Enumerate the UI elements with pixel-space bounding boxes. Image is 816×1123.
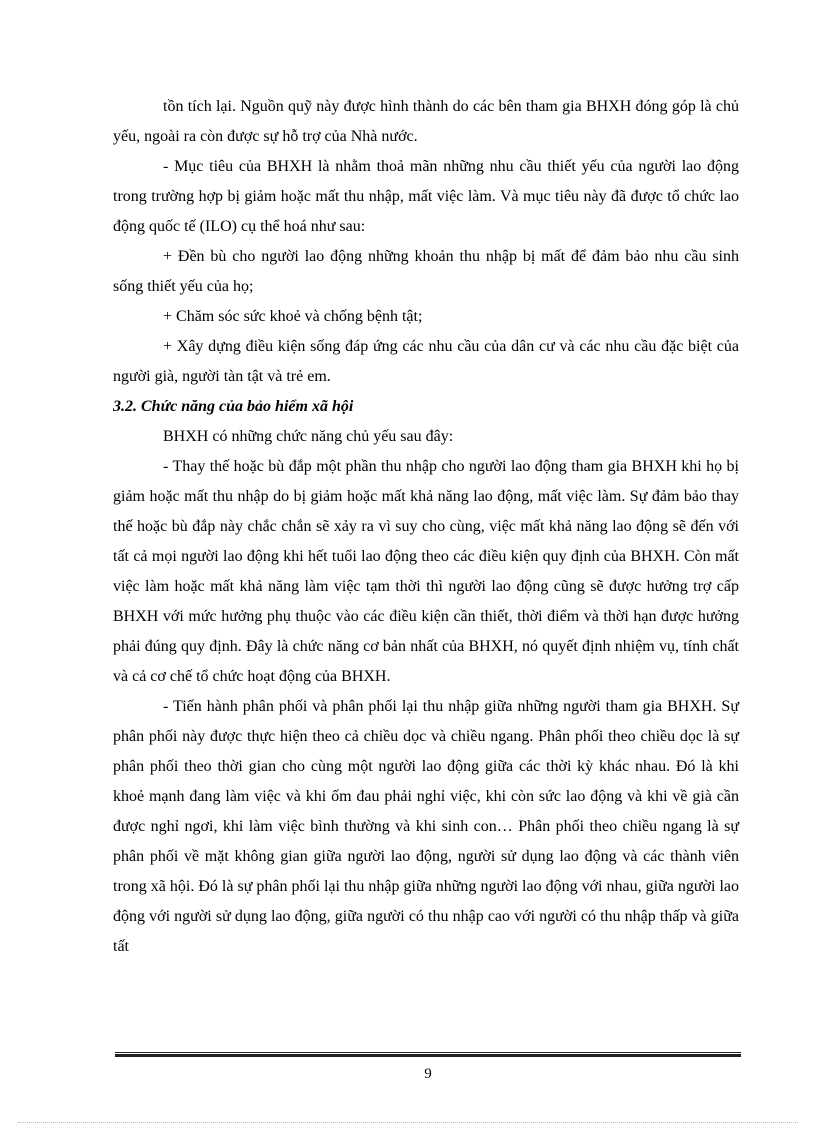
list-item-compensation: + Đền bù cho người lao động những khoản thu nhập bị mất để đảm bảo nhu cầu sinh sống thiết yếu của họ;: [113, 248, 739, 295]
page-number: 9: [424, 1066, 432, 1082]
paragraph-income-redistribution: - Tiến hành phân phối và phân phối lại thu nhập giữa những người tham gia BHXH. Sự phân phối này được thực hiện theo cả chiều dọc và chiều ngang. Phân phối theo chiều dọc là sự phân phối theo thời gian cho cùng một người lao động giữa các thời kỳ khác nhau. Đó là khi khoẻ mạnh đang làm việc và khi ốm đau phải nghỉ việc, khi còn sức lao động và khi về già cần được nghỉ ngơi, khi làm việc bình thường và khi sinh con… Phân phối theo chiều ngang là sự phân phối về mặt không gian giữa người lao động, người sử dụng lao động và các thành viên trong xã hội. Đó là sự phân phối lại thu nhập giữa những người lao động với nhau, giữa người lao động với người sử dụng lao động, giữa người có thu nhập cao với người có thu nhập thấp và giữa tất: [113, 698, 739, 955]
paragraph-income-replacement: - Thay thế hoặc bù đắp một phần thu nhập cho người lao động tham gia BHXH khi họ bị giảm hoặc mất thu nhập do bị giảm hoặc mất khả năng lao động, mất việc làm. Sự đảm bảo thay thế hoặc bù đắp này chắc chắn sẽ xảy ra vì suy cho cùng, việc mất khả năng lao động sẽ đến với tất cả mọi người lao động khi hết tuổi lao động theo các điều kiện quy định của BHXH. Còn mất việc làm hoặc mất khả năng làm việc tạm thời thì người lao động cũng sẽ được hưởng trợ cấp BHXH với mức hưởng phụ thuộc vào các điều kiện cần thiết, thời điểm và thời hạn được hưởng phải đúng quy định. Đây là chức năng cơ bản nhất của BHXH, nó quyết định nhiệm vụ, tính chất và cả cơ chế tổ chức hoạt động của BHXH.: [113, 458, 739, 685]
list-item-health-care: + Chăm sóc sức khoẻ và chống bệnh tật;: [163, 308, 423, 325]
paragraph-fund-origin: tồn tích lại. Nguồn quỹ này được hình thành do các bên tham gia BHXH đóng góp là chủ yếu, ngoài ra còn được sự hỗ trợ của Nhà nước.: [113, 98, 739, 145]
page-body: [113, 92, 739, 962]
paragraph-functions-intro: BHXH có những chức năng chủ yếu sau đây:: [163, 428, 454, 445]
paragraph-objective: - Mục tiêu của BHXH là nhằm thoả mãn những nhu cầu thiết yếu của người lao động trong trường hợp bị giảm hoặc mất thu nhập, mất việc làm. Và mục tiêu này đã được tổ chức lao động quốc tế (ILO) cụ thể hoá như sau:: [113, 158, 739, 235]
section-heading: 3.2. Chức năng của bảo hiểm xã hội: [113, 398, 354, 415]
list-item-living-conditions: + Xây dựng điều kiện sống đáp ứng các nhu cầu của dân cư và các nhu cầu đặc biệt của người già, người tàn tật và trẻ em.: [113, 338, 739, 385]
footer-divider: [115, 1052, 741, 1057]
